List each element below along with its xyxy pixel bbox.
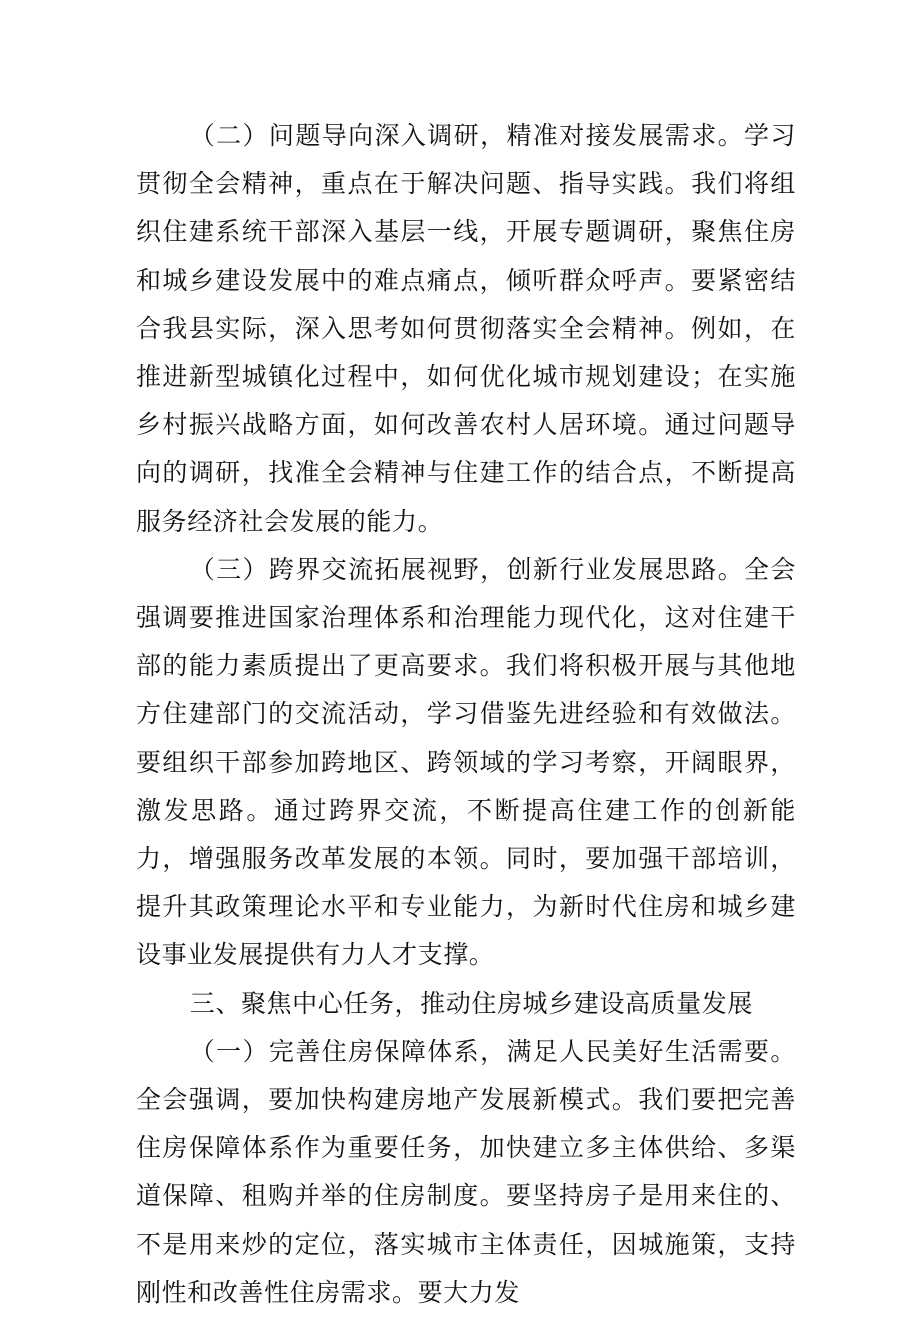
paragraph-3-cross-boundary-exchange: （三）跨界交流拓展视野，创新行业发展思路。全会强调要推进国家治理体系和治理能力现代化，这对住建干部的能力素质提出了更高要求。我们将积极开展与其他地方住建部门的交流活动，学习借鉴先进经验和有效做法。要组织干部参加跨地区、跨领域的学习考察，开阔眼界，激发思路。通过跨界交流，不断提高住建工作的创新能力，增强服务改革发展的本领。同时，要加强干部培训，提升其政策理论水平和专业能力，为新时代住房和城乡建设事业发展提供有力人才支撑。 bbox=[136, 554, 796, 970]
paragraph-1-housing-security: （一）完善住房保障体系，满足人民美好生活需要。全会强调，要加快构建房地产发展新模式。我们要把完善住房保障体系作为重要任务，加快建立多主体供给、多渠道保障、租购并举的住房制度。要坚持房子是用来住的、不是用来炒的定位，落实城市主体责任，因城施策，支持刚性和改善性住房需求。要大力发 bbox=[136, 1036, 796, 1307]
paragraph-2-problem-oriented-research: （二）问题导向深入调研，精准对接发展需求。学习贯彻全会精神，重点在于解决问题、指导实践。我们将组织住建系统干部深入基层一线，开展专题调研，聚焦住房和城乡建设发展中的难点痛点，倾听群众呼声。要紧密结合我县实际，深入思考如何贯彻落实全会精神。例如，在推进新型城镇化过程中，如何优化城市规划建设；在实施乡村振兴战略方面，如何改善农村人居环境。通过问题导向的调研，找准全会精神与住建工作的结合点，不断提高服务经济社会发展的能力。 bbox=[136, 121, 796, 536]
document-body bbox=[136, 112, 796, 1317]
section-heading-3: 三、聚焦中心任务，推动住房城乡建设高质量发展 bbox=[189, 988, 753, 1018]
